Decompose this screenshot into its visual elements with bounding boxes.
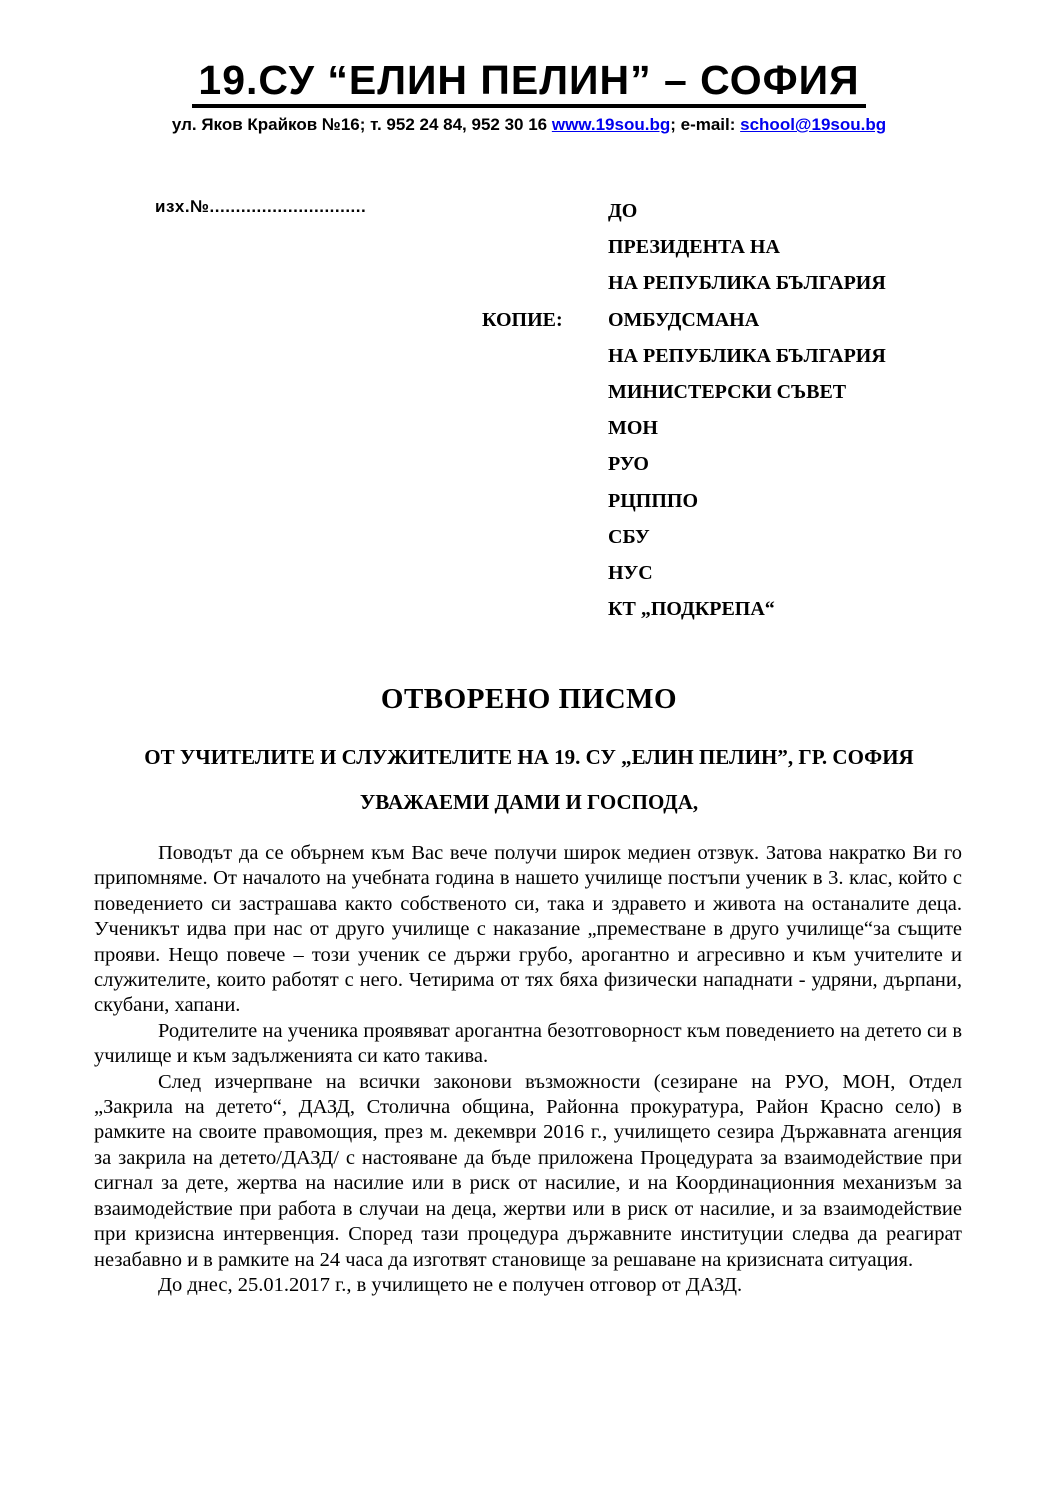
recipient-row xyxy=(482,193,886,229)
copy-label: КОПИЕ: xyxy=(482,308,563,331)
recipient-text: ПРЕЗИДЕНТА НА xyxy=(608,236,780,259)
body-paragraph: Поводът да се обърнем към Вас вече получи широк медиен отзвук. Затова накратко Ви го припомняме. От началото на учебната година в нашето училище постъпи ученик в 3. клас, който с поведението си застрашава както собственото си, така и здравето и живота на останалите деца. Ученикът идва при нас от друго училище с наказание „преместване в друго училище“за същите прояви. Нещо повече – този ученик се държи грубо, арогантно и агресивно и към учителите и служителите, които работят с него. Четирима от тях бяха физически нападнати - удряни, дърпани, скубани, хапани. xyxy=(94,842,962,1017)
recipient-text: МОН xyxy=(608,417,658,440)
recipients-block xyxy=(482,193,886,627)
recipient-text: РУО xyxy=(608,453,649,476)
recipient-prefix xyxy=(482,265,608,301)
recipient-row xyxy=(482,446,886,482)
recipient-text: МИНИСТЕРСКИ СЪВЕТ xyxy=(608,381,847,404)
salutation: УВАЖАЕМИ ДАМИ И ГОСПОДА, xyxy=(359,790,699,814)
recipient-text: КТ „ПОДКРЕПА“ xyxy=(608,598,775,621)
body-paragraph: До днес, 25.01.2017 г., в училището не е получен отговор от ДАЗД. xyxy=(158,1273,743,1296)
recipient-prefix xyxy=(482,591,608,627)
recipient-text: СБУ xyxy=(608,525,650,548)
recipient-prefix xyxy=(482,483,608,519)
recipient-row xyxy=(482,591,886,627)
address-separator-text: ; e-mail: xyxy=(670,115,741,135)
recipient-prefix xyxy=(482,229,608,265)
recipient-row-copy xyxy=(482,302,886,338)
address-text: ул. Яков Крайков №16; т. 952 24 84, 952 30 16 xyxy=(171,115,552,135)
letter-body xyxy=(94,841,962,1298)
recipient-prefix xyxy=(482,446,608,482)
recipient-text: ДО xyxy=(608,200,638,222)
recipient-row xyxy=(482,519,886,555)
email-link[interactable]: school@19sou.bg xyxy=(740,115,887,135)
body-paragraph: Родителите на ученика проявяват арогантна безотговорност към поведението на детето си в училище и към задълженията си като такива. xyxy=(94,1019,962,1068)
body-paragraph: След изчерпване на всички законови възможности (сезиране на РУО, МОН, Отдел „Закрила на детето“, ДАЗД, Столична община, Районна прокуратура, Район Красно село) в рамките на своите правомощия, през м. декември 2016 г., училището сезира Държавната агенция за закрила на детето/ДАЗД/ с настояване да бъде приложена Процедурата за взаимодействие при сигнал за дете, жертва на насилие или в риск от насилие, и на Координационния механизъм за взаимодействие при работа в случаи на деца, жертви или в риск от насилие, и за взаимодействие при кризисна интервенция. Според тази процедура държавните институции следва да реагират незабавно и в рамките на 24 часа да изготвят становище за решаване на кризисната ситуация. xyxy=(94,1070,962,1271)
letter-from-line: ОТ УЧИТЕЛИТЕ И СЛУЖИТЕЛИТЕ НА 19. СУ „ЕЛИН ПЕЛИН”, ГР. СОФИЯ xyxy=(144,745,914,769)
recipient-text: РЦПППО xyxy=(608,489,698,512)
recipient-prefix xyxy=(482,338,608,374)
recipient-row xyxy=(482,229,886,265)
reference-number: изх.№.............................. xyxy=(155,197,367,216)
recipient-row xyxy=(482,555,886,591)
recipient-text: НА РЕПУБЛИКА БЪЛГАРИЯ xyxy=(608,344,886,367)
recipient-text: НУС xyxy=(608,562,653,585)
recipient-row xyxy=(482,338,886,374)
recipient-text: НА РЕПУБЛИКА БЪЛГАРИЯ xyxy=(608,272,886,295)
school-address-line xyxy=(0,115,1058,135)
recipient-row xyxy=(482,265,886,301)
recipient-prefix xyxy=(482,374,608,410)
recipient-prefix xyxy=(482,519,608,555)
website-link[interactable]: www.19sou.bg xyxy=(551,115,671,135)
recipient-prefix xyxy=(482,410,608,446)
recipient-prefix xyxy=(482,193,608,229)
recipient-text: ОМБУДСМАНА xyxy=(608,308,760,331)
recipient-row xyxy=(482,483,886,519)
recipient-prefix xyxy=(482,555,608,591)
school-name-title: 19.СУ “ЕЛИН ПЕЛИН” – СОФИЯ xyxy=(192,58,865,108)
school-letterhead xyxy=(0,58,1058,135)
recipient-row xyxy=(482,374,886,410)
recipient-row xyxy=(482,410,886,446)
letter-title: ОТВОРЕНО ПИСМО xyxy=(380,683,678,715)
